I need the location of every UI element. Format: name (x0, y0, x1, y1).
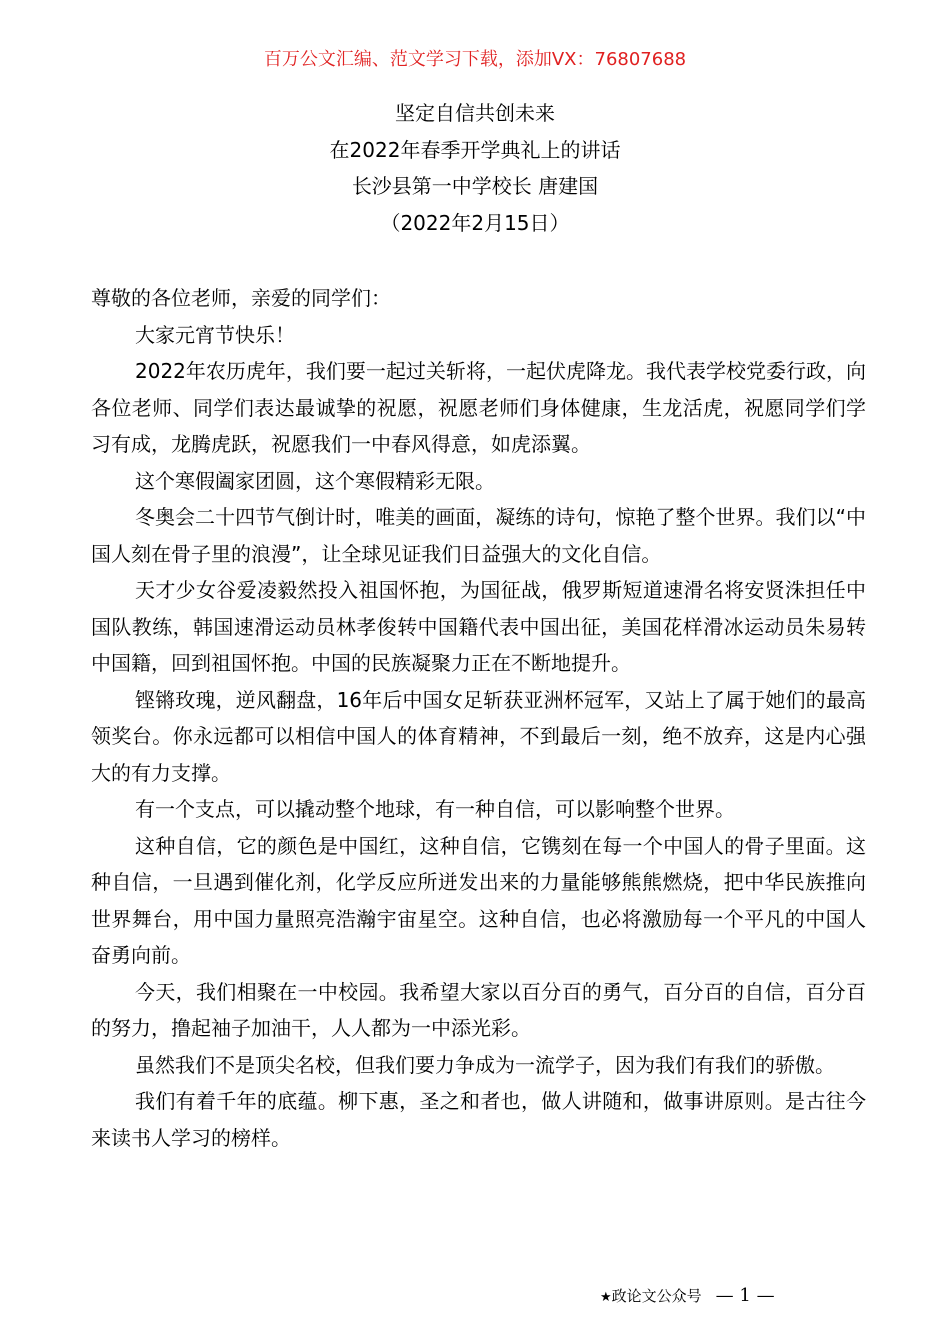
salutation: 尊敬的各位老师，亲爱的同学们： (91, 286, 391, 310)
speech-subtitle: 在2022年春季开学典礼上的讲话 (329, 137, 621, 162)
page-number: — 1 — (715, 1285, 775, 1306)
paragraph: 这个寒假阖家团圆，这个寒假精彩无限。 (135, 468, 495, 493)
paragraph: 2022年农历虎年，我们要一起过关斩将，一起伏虎降龙。我代表学校党委行政，向各位老师、同学们表达最诚挚的祝愿，祝愿老师们身体健康，生龙活虎，祝愿同学们学习有成，龙腾虎跃，祝愿我们一中春风得意，如虎添翼。 (91, 359, 866, 456)
paragraph: 虽然我们不是顶尖名校，但我们要力争成为一流学子，因为我们有我们的骄傲。 (135, 1052, 835, 1077)
paragraph: 大家元宵节快乐！ (135, 322, 295, 347)
paragraph: 今天，我们相聚在一中校园。我希望大家以百分百的勇气，百分百的自信，百分百的努力，撸起袖子加油干，人人都为一中添光彩。 (91, 979, 866, 1040)
paragraph: 我们有着千年的底蕴。柳下惠，圣之和者也，做人讲随和，做事讲原则。是古往今来读书人学习的榜样。 (91, 1089, 866, 1150)
paragraph: 天才少女谷爱凌毅然投入祖国怀抱，为国征战，俄罗斯短道速滑名将安贤洙担任中国队教练，韩国速滑运动员林孝俊转中国籍代表中国出征，美国花样滑冰运动员朱易转中国籍，回到祖国怀抱。中国的民族凝聚力正在不断地提升。 (91, 578, 866, 675)
speech-body (91, 280, 866, 1156)
promo-banner: 百万公文汇编、范文学习下载，添加VX：76807688 (263, 49, 687, 70)
speech-title: 坚定自信共创未来 (395, 101, 555, 125)
paragraph: 这种自信，它的颜色是中国红，这种自信，它镌刻在每一个中国人的骨子里面。这种自信，一旦遇到催化剂，化学反应所迸发出来的力量能够熊熊燃烧，把中华民族推向世界舞台，用中国力量照亮浩瀚宇宙星空。这种自信，也必将激励每一个平凡的中国人奋勇向前。 (91, 833, 866, 967)
speaker-line: 长沙县第一中学校长 唐建国 (351, 174, 599, 198)
paragraph: 有一个支点，可以撬动整个地球，有一种自信，可以影响整个世界。 (135, 797, 735, 821)
footer-source: 政论文公众号 (611, 1287, 702, 1305)
star-icon: ★ (600, 1290, 612, 1305)
speech-date: （2022年2月15日） (380, 210, 570, 235)
paragraph: 冬奥会二十四节气倒计时，唯美的画面，凝练的诗句，惊艳了整个世界。我们以“中国人刻在骨子里的浪漫”，让全球见证我们日益强大的文化自信。 (91, 505, 866, 566)
paragraph: 铿锵玫瑰，逆风翻盘，16年后中国女足斩获亚洲杯冠军，又站上了属于她们的最高领奖台。你永远都可以相信中国人的体育精神，不到最后一刻，绝不放弃，这是内心强大的有力支撑。 (91, 687, 866, 785)
page-footer (600, 1283, 900, 1309)
title-block (0, 95, 950, 241)
